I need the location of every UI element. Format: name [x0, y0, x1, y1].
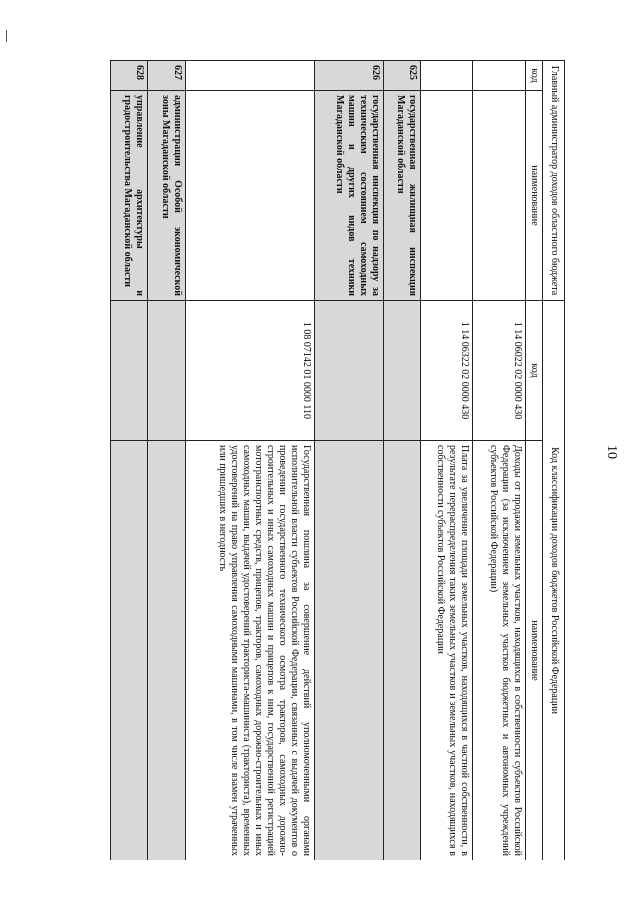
header-row-columns: [526, 61, 543, 861]
document-page: [110, 60, 565, 860]
kbk-name-cell: [111, 441, 148, 861]
table-row: [148, 61, 185, 861]
kbk-name-cell: [315, 441, 383, 861]
admin-name-cell: [185, 91, 315, 301]
admin-name-cell: государственная инспекция по надзору за техническим состоянием самоходных машин и других видов техники Магаданской области: [315, 91, 383, 301]
admin-name-cell: [420, 91, 473, 301]
kbk-name-cell: [148, 441, 185, 861]
rotated-table-container: [110, 60, 565, 860]
kbk-name-cell: [383, 441, 420, 861]
kbk-code-cell: [148, 301, 185, 441]
kbk-code-cell: 1 14 06022 02 0000 430: [473, 301, 526, 441]
admin-code-cell: 627: [148, 61, 185, 91]
page-number: 10: [604, 445, 619, 459]
header-kbk-name: наименование: [526, 441, 543, 861]
admin-code-cell: 625: [383, 61, 420, 91]
kbk-name-cell: Доходы от продажи земельных участков, находящихся в собственности субъектов Российской Федерации (за исключением земельных участков бюджетных и автономных учреждений субъектов Российской Федерации): [473, 441, 526, 861]
table-row: [420, 61, 473, 861]
admin-code-cell: [185, 61, 315, 91]
admin-name-cell: администрация Особой экономической зоны Магаданской области: [148, 91, 185, 301]
scan-edge-mark: [6, 30, 7, 42]
kbk-name-cell: Плата за увеличение площади земельных участков, находящихся в частной собственности, в результате перераспределения таких земельных участков и земельных участков, находящихся в собственности субъектов Российской Федерации: [420, 441, 473, 861]
admin-code-cell: 626: [315, 61, 383, 91]
table-row: [383, 61, 420, 861]
table-row: [185, 61, 315, 861]
header-admin-group: Главный администратор доходов областного бюджета: [543, 61, 565, 301]
kbk-code-cell: 1 08 07142 01 0000 110: [185, 301, 315, 441]
header-kbk-group: Код классификации доходов бюджетов Российской Федерации: [543, 301, 565, 861]
kbk-name-cell: Государственная пошлина за совершение действий уполномоченными органами исполнительной власти субъектов Российской Федерации, связанных с выдачей документов о проведении государственного технического осмотра тракторов, самоходных дорожно-строительных и иных самоходных машин и прицепов к ним, государственной регистрацией мототранспортных средств, прицепов, тракторов, самоходных дорожно-строительных и иных самоходных машин, выдачей удостоверений тракториста-машиниста (тракториста), временных удостоверений на право управления самоходными машинами, в том числе взамен утраченных или пришедших в негодность: [185, 441, 315, 861]
admin-name-cell: [473, 91, 526, 301]
header-name: наименование: [526, 91, 543, 301]
admin-name-cell: государственная жилищная инспекция Магаданской области: [383, 91, 420, 301]
kbk-code-cell: [111, 301, 148, 441]
table-row: [473, 61, 526, 861]
admin-code-cell: [473, 61, 526, 91]
admin-code-cell: 628: [111, 61, 148, 91]
header-code: код: [526, 61, 543, 91]
budget-classification-table: [110, 60, 565, 860]
table-row: [111, 61, 148, 861]
kbk-code-cell: [383, 301, 420, 441]
kbk-code-cell: [315, 301, 383, 441]
admin-name-cell: управление архитектуры и градостроительства Магаданской области: [111, 91, 148, 301]
header-row-groups: [543, 61, 565, 861]
table-row: [315, 61, 383, 861]
header-kbk-code: код: [526, 301, 543, 441]
admin-code-cell: [420, 61, 473, 91]
kbk-code-cell: 1 14 06322 02 0000 430: [420, 301, 473, 441]
